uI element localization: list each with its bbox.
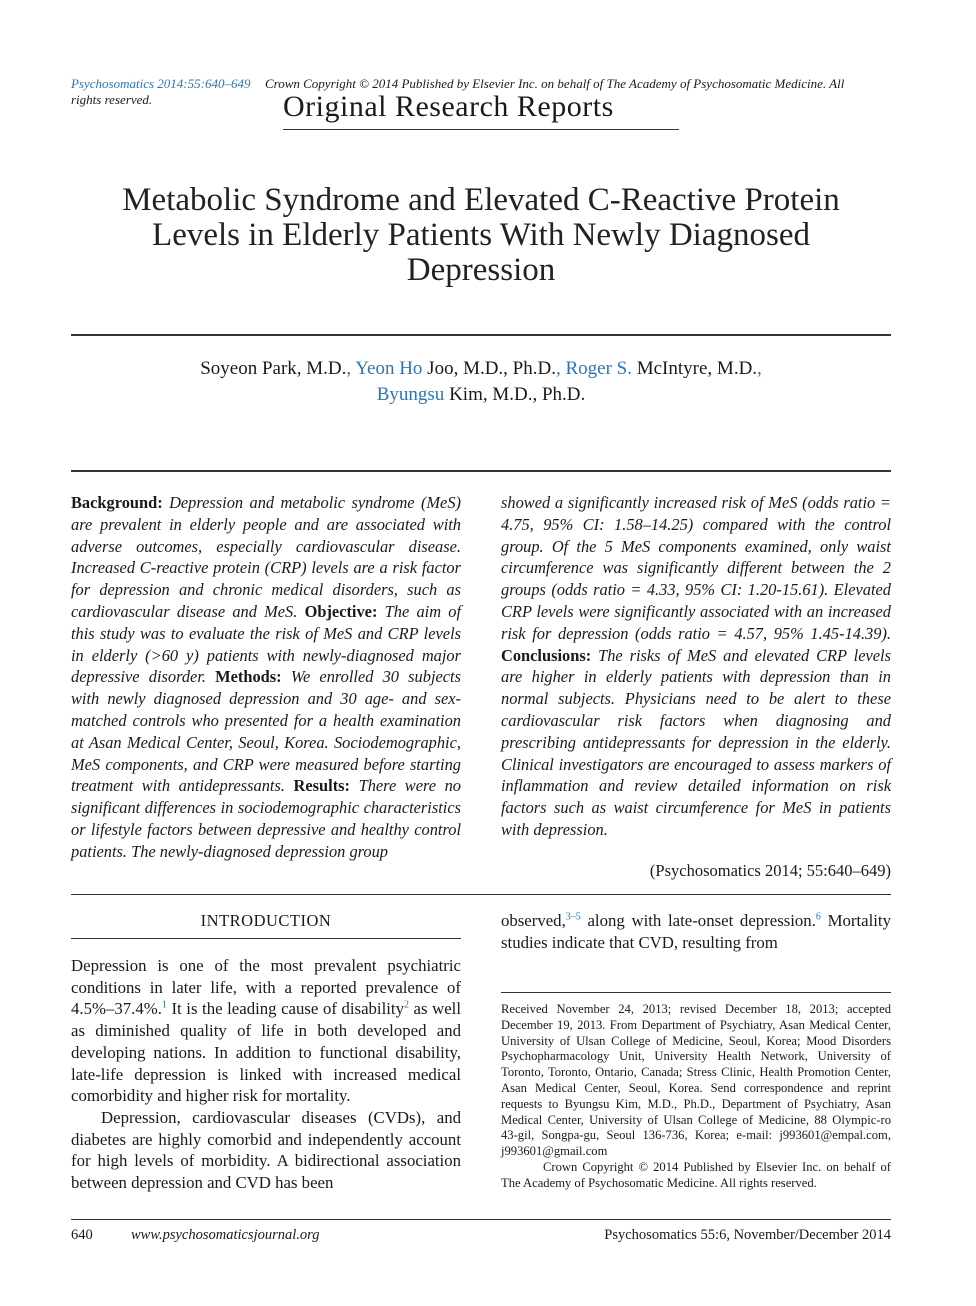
author-name: Joo, M.D., Ph.D.	[422, 358, 556, 379]
reference-link[interactable]: 3–5	[565, 911, 581, 923]
abstract-label: Results:	[293, 776, 351, 796]
paragraph-text: Mortality studies indicate that CVD, resulting from	[501, 911, 891, 952]
intro-right-column	[501, 910, 891, 953]
title-line: Metabolic Syndrome and Elevated C-Reactive Protein	[122, 182, 840, 218]
copyright-notice: Crown Copyright © 2014 Published by Elsevier Inc. on behalf of The Academy of Psychosomatic Medicine. All	[264, 76, 845, 91]
abstract-text: showed a significantly increased risk of MeS (odds ratio = 4.75, 95% CI: 1.58–14.25) compared with the control group. Of the 5 MeS components examined, only waist circumference was significantly different between the 2 groups (odds ratio = 4.33, 95% CI: 1.20-15.61). Elevated CRP levels were significantly associated with an increased risk for depression (odds ratio = 4.57, 95% 1.45-14.39).	[501, 493, 891, 643]
footer-rule	[71, 1219, 891, 1220]
reference-link[interactable]: 6	[815, 911, 821, 923]
abstract-text: There were no significant differences in sociodemographic characteristics or lifestyle factors between depressive and healthy control patients. The newly-diagnosed depression group	[71, 776, 461, 861]
paragraph-text: It is the leading cause of disability	[166, 999, 404, 1019]
section-underline	[283, 129, 679, 130]
author-separator: ,	[346, 358, 352, 379]
title-line: Depression	[406, 252, 556, 288]
abstract-label: Methods:	[215, 667, 282, 687]
copyright-notice-cont: rights reserved.	[71, 92, 153, 107]
title-line: Levels in Elderly Patients With Newly Diagnosed	[152, 217, 810, 253]
abstract-text: Depression and metabolic syndrome (MeS) are prevalent in elderly people and are associated with adverse outcomes, especially cardiovascular disease. Increased C-reactive protein (CRP) levels are a risk factor for depression and chronic medical disorders, such as cardiovascular disease and MeS.	[71, 493, 461, 621]
intro-left-column	[71, 955, 461, 1194]
author-name: Soyeon Park, M.D.	[200, 358, 347, 379]
paragraph-text: as well as diminished quality of life in both developed and developing nations. In addition to functional disability, late-life depression is linked with increased medical comorbidity and higher risk for mortality.	[71, 999, 461, 1106]
intro-heading-rule	[71, 938, 461, 939]
title-rule	[71, 334, 891, 336]
paragraph-text: Depression is one of the most prevalent psychiatric conditions in later life, with a reported prevalence of 4.5%–37.4%.	[71, 956, 461, 1019]
author-separator: ,	[757, 358, 762, 379]
abstract-label: Background:	[71, 493, 163, 512]
section-heading: Original Research Reports	[283, 90, 614, 123]
footnote-text: Received November 24, 2013; revised December 18, 2013; accepted December 19, 2013. From Department of Psychiatry, Asan Medical Center, University of Ulsan College of Medicine, Seoul, Korea; Mood Disorders Psychopharmacology Unit, University Health Network, University of Toronto, Toronto, Ontario, Canada; Stress Clinic, Health Promotion Center, Asan Medical Center, Seoul, Korea. Send correspondence and reprint requests to Byungsu Kim, M.D., Ph.D., Department of Psychiatry, Asan Medical Center, University of Ulsan College of Medicine, 88 Olympic-ro 43-gil, Songpa-gu, Seoul 136-736, Korea; e-mail: j993601@empal.com, j993601@gmail.com	[501, 1002, 891, 1159]
author-link[interactable]: Roger S.	[565, 358, 632, 379]
author-rule	[71, 470, 891, 472]
journal-url[interactable]: www.psychosomaticsjournal.org	[131, 1227, 320, 1243]
abstract-label: Objective:	[304, 601, 378, 621]
abstract-right-column	[501, 492, 891, 841]
reference-link[interactable]: 1	[161, 999, 167, 1011]
abstract-rule	[71, 894, 891, 895]
author-link[interactable]: Yeon Ho	[355, 358, 423, 379]
abstract-text: We enrolled 30 subjects with newly diagnosed depression and 30 age- and sex-matched controls who presented for a health examination at Asan Medical Center, Seoul, Korea. Sociodemographic, MeS components, and CRP were measured before starting treatment with antidepressants.	[71, 667, 461, 796]
page-number: 640	[71, 1227, 93, 1243]
journal-issue: Psychosomatics 55:6, November/December 2014	[604, 1227, 891, 1243]
author-name: Kim, M.D., Ph.D.	[444, 384, 586, 405]
footnote-copyright: Crown Copyright © 2014 Published by Elsevier Inc. on behalf of The Academy of Psychosomatic Medicine. All rights reserved.	[501, 1159, 891, 1190]
article-footnote	[501, 1002, 891, 1192]
author-name: McIntyre, M.D.	[631, 358, 758, 379]
abstract-text: The aim of this study was to evaluate the risk of MeS and CRP levels in elderly (>60 y) patients with newly-diagnosed major depressive disorder.	[71, 601, 462, 687]
author-list	[71, 356, 891, 408]
author-link[interactable]: Byungsu	[376, 384, 445, 405]
author-separator: ,	[555, 358, 561, 379]
article-title	[40, 183, 922, 288]
paragraph: Depression, cardiovascular diseases (CVDs), and diabetes are highly comorbid and independently account for high levels of morbidity. A bidirectional association between depression and CVD has been	[71, 1107, 461, 1193]
footnote-rule	[501, 992, 891, 993]
paragraph-text: observed,	[501, 911, 566, 930]
abstract-label: Conclusions:	[501, 645, 592, 665]
paragraph	[501, 910, 891, 953]
paragraph	[71, 955, 461, 1107]
abstract-left-column	[71, 492, 461, 863]
reference-link[interactable]: 2	[403, 999, 409, 1011]
citation-link[interactable]: Psychosomatics 2014:55:640–649	[71, 76, 251, 91]
paragraph-text: along with late-onset depression.	[580, 911, 816, 930]
abstract-citation: (Psychosomatics 2014; 55:640–649)	[649, 861, 891, 880]
intro-heading: INTRODUCTION	[200, 911, 332, 930]
abstract-text: The risks of MeS and elevated CRP levels are higher in elderly patients with depression than in normal subjects. Physicians need to be alert to these cardiovascular risk factors when diagnosing and prescribing antidepressants for depression in the elderly. Clinical investigators are encouraged to assess markers of inflammation and review detailed information on risk factors such as waist circumference for MeS in patients with depression.	[501, 645, 891, 839]
